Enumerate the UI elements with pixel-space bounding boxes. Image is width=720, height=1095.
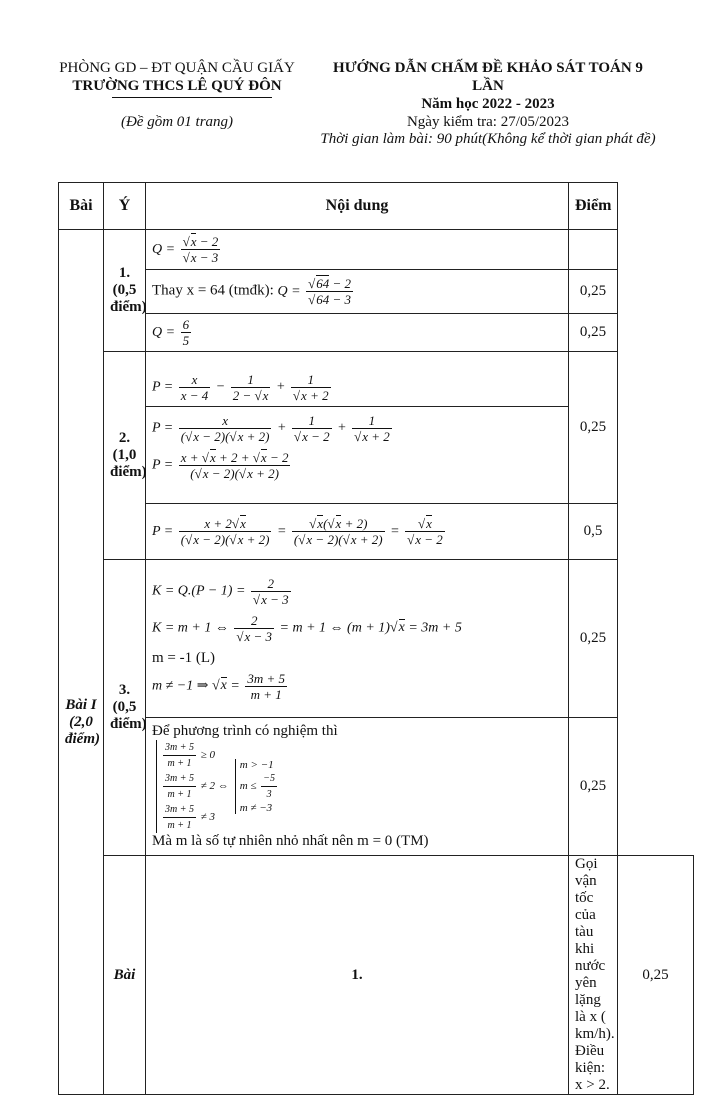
condition-system: $\frac{3m + 5}{m + 1}$ ≥ 0 $\frac{3m + 5}{m + 1}$ ≠ 2 ⇔ $\frac{3m + 5}{m + 1}$ ≠ 3 m > −1 m ≤ $\frac{-5}{3}$ m ≠ −3 — [152, 740, 562, 833]
pages-note: (Đề gồm 01 trang) — [120, 114, 234, 130]
col-header-bai: Bài — [59, 183, 104, 230]
content-cell: Gọi vận tốc của tàu khi nước yên lặng là x ( km/h). Điều kiện: x > 2. — [569, 856, 618, 1095]
condition-intro: Để phương trình có nghiệm thì — [152, 723, 338, 739]
table-header-row — [59, 183, 694, 230]
school-name: TRƯỜNG THCS LÊ QUÝ ĐÔN — [72, 78, 282, 94]
table-row — [59, 560, 694, 718]
formula-cell: Q = $\frac{6}{5}$ — [146, 314, 569, 352]
formula-cell: P = $\frac{x + 2√x}{(√x - 2)(√x + 2)}$ = $\frac{√x(√x + 2)}{(√x - 2)(√x + 2)}$ = $\frac{√x}{√x - 2}$ — [146, 504, 569, 560]
doc-title: HƯỚNG DẪN CHẤM ĐỀ KHẢO SÁT TOÁN 9 — [333, 60, 643, 76]
score-cell: 0,25 — [569, 270, 618, 314]
content-cell — [146, 718, 569, 856]
school-year: Năm học 2022 - 2023 — [421, 96, 555, 112]
score-cell: 0,5 — [569, 504, 618, 560]
score-cell: 0,25 — [569, 560, 618, 718]
score-cell: 0,25 — [569, 352, 618, 504]
formula-cell: P = $\frac{x}{x - 4}$ − $\frac{1}{2 - √x}$ + $\frac{1}{√x + 2}$ P = $\frac{x}{(√x - 2)(√x + 2)}$ + $\frac{1}{√x - 2}$ + $\frac{1}{√x + 2}$ P = $\frac{x + √x + 2 + √x - 2}{(√x - 2)(√x + 2)}$ — [146, 352, 569, 504]
col-header-y: Ý — [104, 183, 146, 230]
y-label: 3. (0,5 điểm) — [104, 560, 146, 856]
exam-date: Ngày kiểm tra: 27/05/2023 — [406, 114, 570, 130]
table-row — [59, 314, 694, 352]
table-row — [59, 504, 694, 560]
bai-label: Bài I (2,0 điểm) — [59, 230, 104, 1095]
substitution-text: Thay x = 64 (tmđk): — [152, 282, 278, 299]
table-row — [59, 856, 694, 1095]
score-cell: 0,25 — [569, 718, 618, 856]
y-label: 1. — [146, 856, 569, 1095]
formula-cell: K = Q.(P − 1) = $\frac{2}{√x - 3}$ K = m + 1 ⇔ $\frac{2}{√x - 3}$ = m + 1 ⇔ (m + 1)√x = 3m + 5 m = -1 (L) m ≠ −1 ⇒ √x = $\frac{3m + 5}{m + 1}$ — [146, 560, 569, 718]
score-cell: 0,25 — [618, 856, 694, 1095]
doc-title-line2: LẦN — [472, 78, 504, 94]
condition-conclusion: Mà m là số tự nhiên nhỏ nhất nên m = 0 (TM) — [152, 833, 429, 849]
table-row — [59, 718, 694, 856]
m-line: m = -1 (L) — [152, 649, 216, 666]
table-row — [59, 230, 694, 270]
document-header — [0, 0, 720, 180]
exam-duration: Thời gian làm bài: 90 phút(Không kể thời gian phát đề) — [320, 131, 656, 147]
y-label: 1. (0,5 điểm) — [104, 230, 146, 352]
y-label: 2. (1,0 điểm) — [104, 352, 146, 560]
school-underline — [112, 97, 272, 98]
content-cell: Thay x = 64 (tmđk): Q = $\frac{√64 - 2}{√64 - 3}$ — [146, 270, 569, 314]
table-row — [59, 270, 694, 314]
col-header-diem: Điểm — [569, 183, 618, 230]
formula-cell: Q = $\frac{√x - 2}{√x - 3}$ — [146, 230, 569, 270]
department-name: PHÒNG GD – ĐT QUẬN CẦU GIẤY — [59, 60, 295, 76]
col-header-noi-dung: Nội dung — [146, 183, 569, 230]
score-cell: 0,25 — [569, 314, 618, 352]
grading-table — [58, 182, 694, 1095]
bai-label: Bài — [104, 856, 146, 1095]
table-row — [59, 352, 694, 504]
